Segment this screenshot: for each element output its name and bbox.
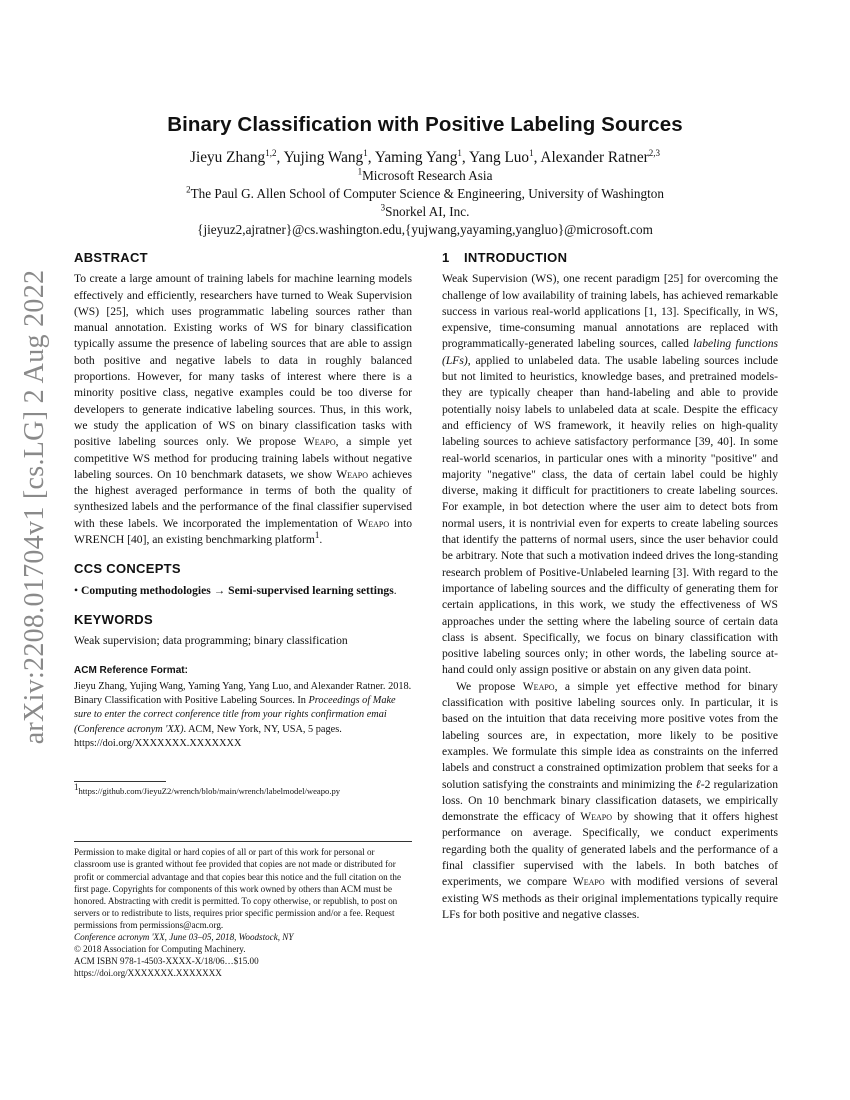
affiliation-1 bbox=[60, 167, 790, 185]
intro-paragraph-1 bbox=[442, 271, 778, 678]
intro-span: with modified versions of several existing WS methods as their original implementations typically require LFs for both positive and negative classes. bbox=[442, 875, 778, 921]
ref-venue: Proceedings of Make sure to enter the correct conference title from your rights confirmation emai (Conference acronym 'XX) bbox=[74, 695, 396, 735]
author-affil-mark: 2,3 bbox=[648, 147, 660, 158]
author-affil-mark: 1 bbox=[363, 147, 368, 158]
method-name: Weapo bbox=[357, 516, 390, 530]
author-name: Yaming Yang bbox=[374, 149, 458, 166]
ccs-concepts-text bbox=[74, 583, 412, 599]
affil-text: The Paul G. Allen School of Computer Science & Engineering, University of Washington bbox=[190, 186, 664, 201]
intro-italic: labeling functions (LFs) bbox=[442, 337, 779, 367]
isbn-line: ACM ISBN 978-1-4503-XXXX-X/18/06…$15.00 bbox=[74, 956, 259, 967]
arxiv-identifier-stamp bbox=[6, 255, 64, 760]
ccs-item: Semi-supervised learning settings bbox=[228, 583, 394, 597]
author-list: Jieyu Zhang$^{1,2}$, Yujing Wang$^1$, Yaming Yang$^1$, Yang Luo$^1$, Alexander Ratner$^{2,3}$ bbox=[190, 147, 660, 166]
intro-paragraph-2 bbox=[442, 679, 778, 923]
affil-mark: 1 bbox=[357, 166, 363, 177]
intro-span: Weak Supervision (WS), one recent paradigm [25] for overcoming the challenge of low availability of training labels, has achieved remarkable success in various real-world applications [1, 13]. Specifically, in WS, expensive, time-consuming manual annotations are replaced with programmatically-generated labeling sources, called bbox=[442, 272, 778, 351]
abstract-span: . bbox=[319, 533, 323, 547]
author-affil-mark: 1,2 bbox=[265, 147, 277, 158]
copyright-line: © 2018 Association for Computing Machinery. bbox=[74, 944, 246, 955]
left-column bbox=[74, 250, 412, 979]
abstract-span: , a simple yet competitive WS method for producing training labels without negative labeling sources. On 10 benchmark datasets, we show bbox=[74, 435, 412, 481]
author-affil-mark: 1 bbox=[457, 147, 462, 158]
section-number: 1 bbox=[442, 250, 450, 265]
keywords-heading: KEYWORDS bbox=[74, 611, 153, 627]
affil-mark: 2 bbox=[186, 184, 191, 195]
bullet: • bbox=[74, 583, 79, 597]
permission-text: Permission to make digital or hard copies of all or part of this work for personal or classroom use is granted without fee provided that copies are not made or distributed for profit or commercial advantage and that copies bear this notice and the full citation on the first page. Copyrights for components of this work owned by others than ACM must be honored. Abstracting with credit is permitted. To copy otherwise, or republish, to post on servers or to redistribute to lists, requires prior specific permission and/or a fee. Request permissions from permissions@acm.org. bbox=[74, 847, 402, 930]
footnote-mark: 1 bbox=[314, 530, 320, 541]
intro-span: -2 regularization loss. On 10 benchmark binary classification datasets, we empirically demonstrate the efficacy of bbox=[442, 777, 778, 824]
section-title: INTRODUCTION bbox=[464, 250, 568, 265]
right-column bbox=[442, 250, 778, 923]
ccs-item: Computing methodologies bbox=[80, 583, 211, 597]
author-name: Alexander Ratner bbox=[540, 149, 649, 166]
arxiv-id-text: arXiv:2208.01704v1 [cs.LG] 2 Aug 2022 bbox=[19, 269, 50, 745]
acm-reference-text bbox=[74, 680, 412, 751]
ell-symbol: ℓ bbox=[695, 777, 701, 791]
author-emails: {jieyuz2,ajratner}@cs.washington.edu,{yujwang,yayaming,yangluo}@microsoft.com bbox=[197, 222, 653, 237]
footnote-mark: 1 bbox=[74, 782, 79, 793]
introduction-heading bbox=[442, 250, 778, 266]
intro-span: We propose bbox=[456, 679, 523, 693]
affil-mark: 3 bbox=[380, 202, 386, 213]
method-name: Weapo bbox=[303, 435, 336, 449]
footnote-divider bbox=[74, 781, 166, 782]
method-name: Weapo bbox=[336, 467, 369, 481]
footnote-url: https://github.com/JieyuZ2/wrench/blob/main/wrench/labelmodel/weapo.py bbox=[78, 786, 341, 797]
doi-line: https://doi.org/XXXXXXX.XXXXXXX bbox=[74, 968, 222, 979]
ccs-concepts-heading: CCS CONCEPTS bbox=[74, 561, 181, 577]
punct: . bbox=[393, 583, 397, 597]
permission-block bbox=[74, 846, 412, 979]
keywords-text: Weak supervision; data programming; binary classification bbox=[74, 634, 348, 648]
paper-title: Binary Classification with Positive Labeling Sources bbox=[167, 113, 683, 136]
author-affil-mark: 1 bbox=[529, 147, 534, 158]
affil-text: Snorkel AI, Inc. bbox=[385, 204, 470, 219]
author-name: Jieyu Zhang bbox=[190, 149, 266, 166]
abstract-text bbox=[74, 271, 412, 548]
intro-span: , applied to unlabeled data. The usable labeling sources include but not limited to heuristics, knowledge bases, and pretrained models- they are typically cheaper than hand-labeling and able to provide potentially noisy labels to unlabeled data at scale. Despite the efficacy and efficiency of WS framework, it heavily relies on high-quality labeling sources to achieve satisfactory performance [39, 40]. In some real-world scenarios, in particular ones with a minority "positive" and majority "negative" class, the data of certain label could be highly diverse, making it difficult for practitioners to create labeling sources. For example, in bot detection where the user aim to detect bots from normal users, it is nontrivial even for experts to create labeling sources that identify the patterns of normal users, since the user behavior could be arbitrary. Note that such a motivation indeed drives the long-standing research problem of Positive-Unlabeled learning [3]. With regard to the importance of labeling sources and the difficulty of generating them for certain applications, in this work, we study the effectiveness of WS approaches under the setting where the labeling source of certain data class is absent. Specifically, we focus on binary classification with positive labeling sources only; in other words, the labeling source at-hand could only assign positive or abstain on any given data point. bbox=[442, 353, 778, 677]
ref-span: . ACM, New York, NY, USA, 5 pages. https://doi.org/XXXXXXX.XXXXXXX bbox=[74, 723, 342, 750]
intro-span: , a simple yet effective method for binary classification with positive labeling sources only. In particular, it is based on the intuition that data receiving more positive votes from the labeling sources are, in expectation, more likely to be positive examples. We formulate this simple idea as constraints on the inferred labels and construct a constrained optimization problem that seeks for a solution satisfying the constraints and minimizing the bbox=[442, 679, 778, 791]
affiliation-2 bbox=[60, 185, 790, 203]
abstract-heading: ABSTRACT bbox=[74, 250, 148, 265]
intro-span: by showing that it offers highest performance on average. Specifically, we conduct experiments regarding both the quality of generated labels and the performance of a final classifier supervised with the labels. In both batches of experiments, we compare bbox=[442, 810, 778, 889]
abstract-span: into WRENCH [40], an existing benchmarking platform bbox=[74, 516, 413, 547]
method-name: Weapo bbox=[580, 810, 613, 824]
abstract-span: To create a large amount of training labels for machine learning models effectively and efficiently, researchers have turned to Weak Supervision (WS) [25], which uses programmatic labeling sources rather than manual annotation. Existing works of WS for binary classification typically assume the presence of labeling sources that are able to assign both positive and negative labels to data in roughly balanced proportions. However, for many tasks of interest where there is a minority positive class, negative examples could be too diverse for developers to generate indicative labeling sources. Thus, in this work, we study the application of WS on binary classification tasks with positive labeling sources only. We propose bbox=[74, 272, 412, 449]
method-name: Weapo bbox=[522, 679, 555, 693]
abstract-span: achieves the highest averaged performance in terms of both the quality of synthesized labels and the performance of the final classifier supervised with these labels. We incorporated the implementation of bbox=[74, 467, 412, 530]
affil-text: Microsoft Research Asia bbox=[362, 168, 493, 183]
author-name: Yang Luo bbox=[469, 149, 530, 166]
method-name: Weapo bbox=[572, 875, 605, 889]
ref-span: Jieyu Zhang, Yujing Wang, Yaming Yang, Yang Luo, and Alexander Ratner. 2018. Binary Classification with Positive Labeling Sources. In bbox=[74, 680, 412, 707]
arrow-icon: → bbox=[213, 583, 226, 597]
paper-header bbox=[60, 113, 790, 239]
author-name: Yujing Wang bbox=[283, 149, 364, 166]
affiliation-3 bbox=[60, 203, 790, 221]
acm-reference-heading: ACM Reference Format: bbox=[74, 664, 188, 676]
footnote bbox=[74, 782, 412, 797]
conference-info: Conference acronym 'XX, June 03–05, 2018, Woodstock, NY bbox=[74, 931, 294, 942]
permission-divider bbox=[74, 841, 412, 842]
